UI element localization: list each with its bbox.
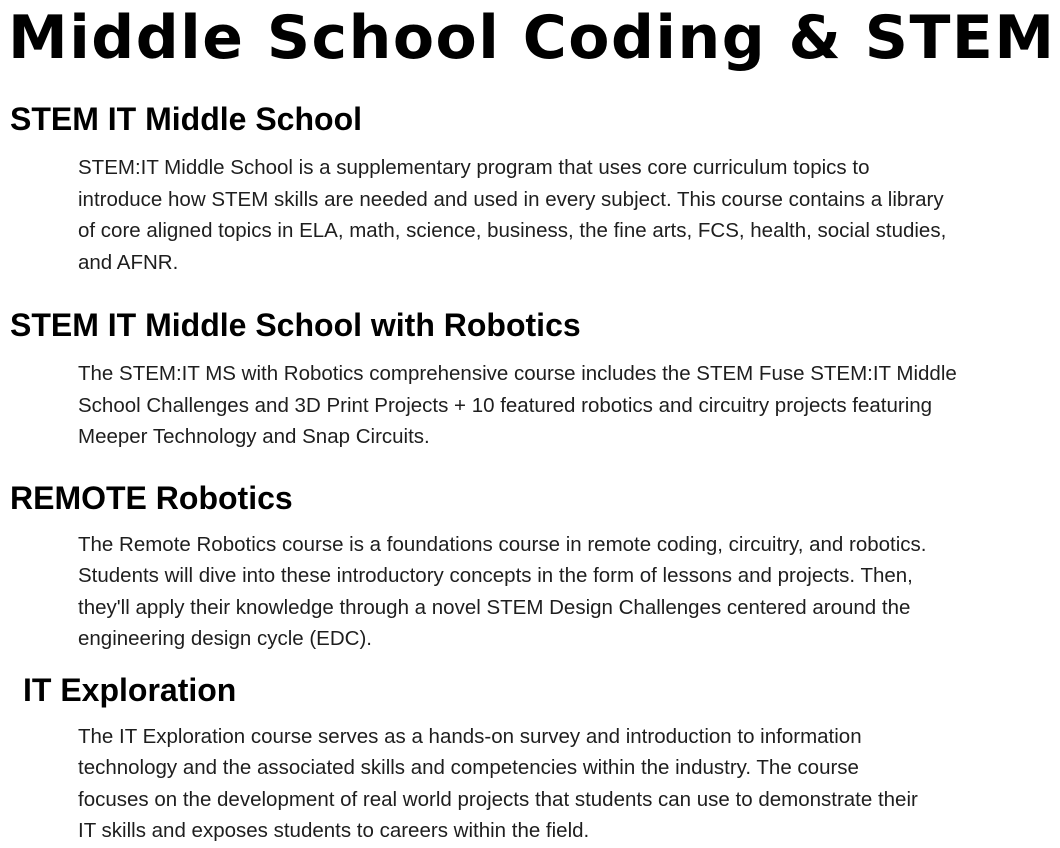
description-line: Students will dive into these introductory concepts in the form of lessons and projects. Then,	[78, 564, 913, 587]
section-description	[78, 152, 1060, 278]
section-heading: STEM IT Middle School with Robotics	[10, 307, 581, 343]
section-description	[78, 529, 1060, 655]
section-description	[78, 358, 1060, 453]
description-line: Meeper Technology and Snap Circuits.	[78, 425, 430, 448]
description-line: they'll apply their knowledge through a novel STEM Design Challenges centered around the	[78, 595, 911, 619]
description-line: focuses on the development of real world projects that students can use to demonstrate their	[78, 787, 918, 811]
description-line: and AFNR.	[78, 250, 179, 274]
description-line: The IT Exploration course serves as a hands-on survey and introduction to information	[78, 724, 862, 748]
section-description	[78, 721, 1060, 847]
section-remote-robotics	[0, 479, 1060, 655]
section-it-exploration	[0, 671, 1060, 847]
section-stem-it-middle-school	[0, 100, 1060, 278]
description-line: introduce how STEM skills are needed and used in every subject. This course contains a library	[78, 187, 944, 211]
description-line: IT skills and exposes students to careers within the field.	[78, 819, 590, 842]
description-line: The STEM:IT MS with Robotics comprehensive course includes the STEM Fuse STEM:IT Middle	[78, 362, 957, 385]
description-line: of core aligned topics in ELA, math, science, business, the fine arts, FCS, health, social studies,	[78, 219, 947, 242]
section-stem-it-middle-school-with-robotics	[0, 306, 1060, 453]
section-heading: IT Exploration	[23, 671, 237, 708]
description-line: The Remote Robotics course is a foundations course in remote coding, circuitry, and robotics.	[78, 532, 927, 556]
description-line: technology and the associated skills and competencies within the industry. The course	[78, 756, 859, 779]
section-heading: STEM IT Middle School	[10, 101, 362, 137]
description-line: engineering design cycle (EDC).	[78, 627, 372, 650]
description-line: STEM:IT Middle School is a supplementary program that uses core curriculum topics to	[78, 156, 870, 179]
page-title: Middle School Coding & STEM	[8, 3, 1056, 73]
description-line: School Challenges and 3D Print Projects + 10 featured robotics and circuitry projects featuring	[78, 393, 933, 417]
section-heading: REMOTE Robotics	[10, 479, 293, 516]
